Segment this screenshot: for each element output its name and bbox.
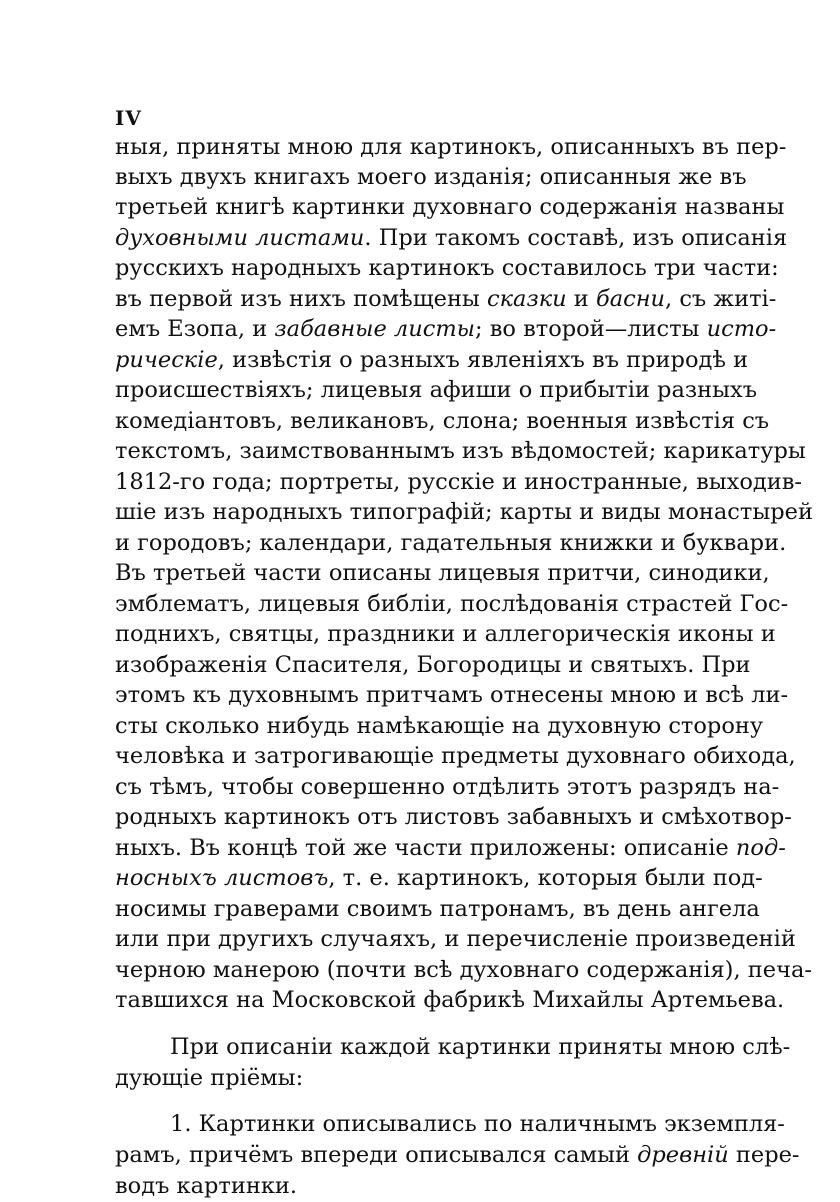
italic-run: сказки bbox=[487, 286, 567, 312]
text-line bbox=[115, 894, 760, 925]
text-line bbox=[115, 284, 777, 315]
text-run: эмблематъ, лицевыя библіи, послѣдованія страстей Гос- bbox=[115, 591, 789, 617]
text-line bbox=[115, 619, 776, 650]
text-line bbox=[115, 436, 806, 467]
italic-run: исто- bbox=[706, 316, 777, 342]
text-line bbox=[115, 802, 792, 833]
italic-run: под- bbox=[735, 835, 786, 861]
text-run: шіе изъ народныхъ типографій; карты и виды монастырей bbox=[115, 499, 813, 525]
text-line bbox=[115, 924, 796, 955]
text-run: поднихъ, святцы, праздники и аллегорическія иконы и bbox=[115, 621, 776, 647]
text-run: съ тѣмъ, чтобы совершенно отдѣлить этотъ разрядъ на- bbox=[115, 774, 780, 800]
text-line bbox=[115, 528, 787, 559]
text-line bbox=[115, 680, 789, 711]
text-line bbox=[115, 985, 785, 1016]
text-line bbox=[115, 741, 796, 772]
text-line bbox=[115, 558, 770, 589]
text-line bbox=[115, 1140, 800, 1171]
text-run: ныя, приняты мною для картинокъ, описанныхъ въ пер- bbox=[115, 134, 787, 160]
text-run: происшествіяхъ; лицевыя афиши о прибытіи разныхъ bbox=[115, 377, 758, 403]
text-run: , т. е. картинокъ, которыя были под- bbox=[328, 865, 763, 891]
text-run: водъ картинки. bbox=[115, 1173, 298, 1199]
text-run: , съ житі- bbox=[665, 286, 777, 312]
text-run: ; во второй—листы bbox=[475, 316, 707, 342]
text-line bbox=[115, 711, 764, 742]
text-run: выхъ двухъ книгахъ моего изданія; описанныя же въ bbox=[115, 164, 747, 190]
text-run: и городовъ; календари, гадательныя книжки и буквари. bbox=[115, 530, 787, 556]
text-line bbox=[115, 1171, 683, 1202]
text-line bbox=[115, 650, 751, 681]
text-run: и bbox=[566, 286, 596, 312]
text-line bbox=[115, 1063, 683, 1094]
text-line bbox=[115, 314, 777, 345]
text-run: тавшихся на Московской фабрикѣ Михайлы Артемьева. bbox=[115, 987, 785, 1013]
text-run: рамъ, причёмъ впереди описывался самый bbox=[115, 1142, 638, 1168]
text-line bbox=[115, 1109, 785, 1140]
italic-run: басни bbox=[595, 286, 666, 312]
text-run: 1. Картинки описывались по наличнымъ экземпля- bbox=[170, 1111, 785, 1137]
text-run: изображенія Спасителя, Богородицы и святыхъ. При bbox=[115, 652, 751, 678]
italic-run: духовными листами bbox=[115, 225, 365, 251]
italic-run: носныхъ листовъ bbox=[115, 865, 329, 891]
text-run: сты сколько нибудь намѣкающіе на духовную сторону bbox=[115, 713, 764, 739]
text-run: носимы граверами своимъ патронамъ, въ день ангела bbox=[115, 896, 760, 922]
italic-run: забавные листы bbox=[274, 316, 476, 342]
text-line bbox=[115, 589, 789, 620]
text-line bbox=[115, 345, 749, 376]
page-number: IV bbox=[115, 106, 142, 130]
text-run: . При такомъ составѣ, изъ описанія bbox=[364, 225, 788, 251]
italic-run: древній bbox=[637, 1142, 729, 1168]
text-line bbox=[115, 253, 779, 284]
text-run: въ первой изъ нихъ помѣщены bbox=[115, 286, 487, 312]
text-line bbox=[115, 375, 758, 406]
text-run: ныхъ. Въ концѣ той же части приложены: описаніе bbox=[115, 835, 736, 861]
text-run: текстомъ, заимствованнымъ изъ вѣдомостей; карикатуры bbox=[115, 438, 806, 464]
text-line bbox=[115, 223, 788, 254]
text-run: При описаніи каждой картинки приняты мною слѣ- bbox=[170, 1034, 791, 1060]
text-line bbox=[115, 863, 763, 894]
text-run: родныхъ картинокъ отъ листовъ забавныхъ и смѣхотвор- bbox=[115, 804, 792, 830]
text-run: дующіе пріёмы: bbox=[115, 1065, 304, 1091]
text-run: 1812-го года; портреты, русскіе и иностранные, выходив- bbox=[115, 469, 803, 495]
text-run: , извѣстія о разныхъ явленіяхъ въ природѣ и bbox=[217, 347, 749, 373]
text-line bbox=[115, 955, 812, 986]
text-line bbox=[115, 192, 785, 223]
text-line bbox=[115, 467, 803, 498]
text-run: третьей книгѣ картинки духовнаго содержанія названы bbox=[115, 194, 785, 220]
text-run: русскихъ народныхъ картинокъ составилось три части: bbox=[115, 255, 779, 281]
text-run: или при другихъ случаяхъ, и перечисленіе произведеній bbox=[115, 926, 796, 952]
text-line bbox=[115, 1032, 791, 1063]
text-line bbox=[115, 497, 813, 528]
text-line bbox=[115, 132, 787, 163]
text-line bbox=[115, 406, 770, 437]
text-line bbox=[115, 772, 780, 803]
italic-run: рическіе bbox=[115, 347, 218, 373]
text-run: Въ третьей части описаны лицевыя притчи, синодики, bbox=[115, 560, 770, 586]
text-run: черною манерою (почти всѣ духовнаго содержанія), печа- bbox=[115, 957, 812, 983]
text-run: комедіантовъ, великановъ, слона; военныя извѣстія съ bbox=[115, 408, 770, 434]
text-line bbox=[115, 162, 747, 193]
text-run: пере- bbox=[728, 1142, 800, 1168]
text-run: этомъ къ духовнымъ притчамъ отнесены мною и всѣ ли- bbox=[115, 682, 789, 708]
text-run: емъ Езопа, и bbox=[115, 316, 275, 342]
text-run: человѣка и затрогивающіе предметы духовнаго обихода, bbox=[115, 743, 796, 769]
text-line bbox=[115, 833, 786, 864]
